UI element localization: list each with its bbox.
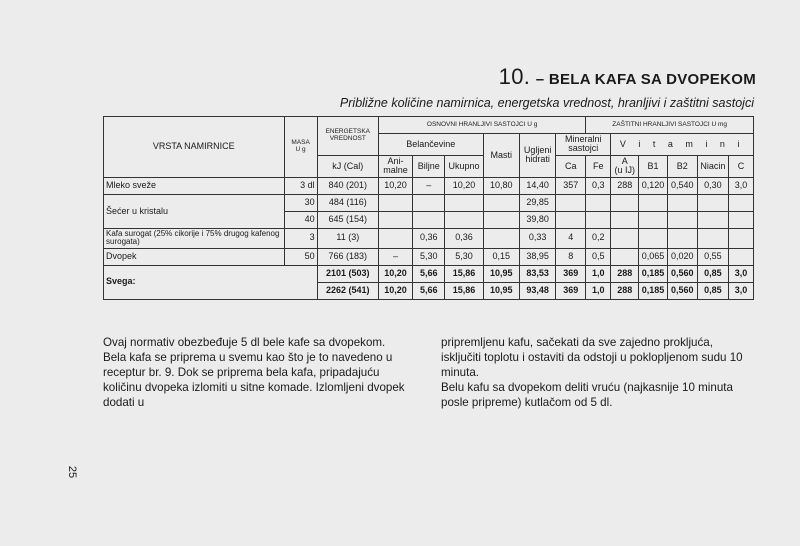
cell-total: 5,30	[445, 248, 483, 265]
page-number: 25	[66, 465, 79, 479]
instructions-left-column	[103, 335, 421, 410]
table-body	[104, 177, 754, 265]
cell-kj: 766 (183)	[317, 248, 378, 265]
cell-b2: 0,020	[667, 248, 697, 265]
total-kj: 2101 (503)	[317, 265, 378, 282]
total-animal: 10,20	[378, 265, 412, 282]
cell-niacin	[697, 211, 728, 228]
cell-b2	[667, 228, 697, 248]
cell-ca: 357	[556, 177, 586, 194]
paragraph: pripremljenu kafu, sačekati da sve zajedno prokljuća, isključiti toplotu i ostaviti da odstoji u poklopljenom sudu 10 minuta.	[441, 336, 743, 379]
header-mass: MASA U g	[284, 117, 317, 178]
cell-fe	[586, 194, 611, 211]
cell-plant	[413, 211, 445, 228]
cell-b2: 0,540	[667, 177, 697, 194]
header-basic-nutrients: OSNOVNI HRANLJIVI SASTOJCI U g	[378, 117, 585, 134]
cell-c	[728, 228, 753, 248]
header-protein: Belančevine	[378, 134, 483, 156]
cell-total	[445, 194, 483, 211]
cell-plant	[413, 194, 445, 211]
cell-a	[611, 248, 639, 265]
table-row	[104, 194, 754, 211]
cell-fe: 0,2	[586, 228, 611, 248]
cell-a	[611, 211, 639, 228]
nutrition-table	[103, 116, 754, 300]
cell-c: 3,0	[728, 177, 753, 194]
total-fat: 10,95	[483, 282, 519, 299]
cell-fat	[483, 194, 519, 211]
cell-fat: 0,15	[483, 248, 519, 265]
paragraph: Ovaj normativ obezbeđuje 5 dl bele kafe sa dvopekom.	[103, 336, 386, 349]
cell-plant: 0,36	[413, 228, 445, 248]
cell-kj: 484 (116)	[317, 194, 378, 211]
header-b1: B1	[639, 155, 668, 177]
total-niacin: 0,85	[697, 265, 728, 282]
cell-total	[445, 211, 483, 228]
cell-c	[728, 248, 753, 265]
cell-animal	[378, 211, 412, 228]
cell-mass: 3 dl	[284, 177, 317, 194]
total-plant: 5,66	[413, 282, 445, 299]
cell-ca: 4	[556, 228, 586, 248]
cell-fe: 0,5	[586, 248, 611, 265]
cell-animal: 10,20	[378, 177, 412, 194]
total-b2: 0,560	[667, 282, 697, 299]
header-energy: ENERGETSKA VREDNOST	[317, 117, 378, 156]
header-protective-nutrients: ZAŠTITNI HRANLJIVI SASTOJCI U mg	[586, 117, 754, 134]
total-carbs: 83,53	[519, 265, 555, 282]
cell-fat	[483, 211, 519, 228]
cell-animal	[378, 228, 412, 248]
cell-kj: 645 (154)	[317, 211, 378, 228]
cell-animal	[378, 194, 412, 211]
cell-plant: –	[413, 177, 445, 194]
cell-item: Mleko sveže	[104, 177, 285, 194]
header-vitamins: V i t a m i n i	[611, 134, 754, 156]
cell-b1	[639, 211, 668, 228]
cell-carbs: 14,40	[519, 177, 555, 194]
cell-plant: 5,30	[413, 248, 445, 265]
instructions-right-column	[441, 335, 756, 410]
header-vitamin-a: A (u IJ)	[611, 155, 639, 177]
cell-fat	[483, 228, 519, 248]
cell-mass: 3	[284, 228, 317, 248]
cell-b1	[639, 228, 668, 248]
header-fat: Masti	[483, 134, 519, 178]
total-total: 15,86	[445, 282, 483, 299]
total-fat: 10,95	[483, 265, 519, 282]
paragraph: Belu kafu sa dvopekom deliti vruću (najkasnije 10 minuta posle pripreme) kutlačom od 5 dl.	[441, 381, 733, 409]
cell-a	[611, 194, 639, 211]
cell-fe: 0,3	[586, 177, 611, 194]
recipe-name: – BELA KAFA SA DVOPEKOM	[535, 71, 756, 88]
cell-b1: 0,120	[639, 177, 668, 194]
table-row	[104, 248, 754, 265]
total-row	[104, 265, 754, 282]
cell-total-label: Svega:	[104, 265, 318, 299]
total-carbs: 93,48	[519, 282, 555, 299]
total-total: 15,86	[445, 265, 483, 282]
total-c: 3,0	[728, 265, 753, 282]
cell-animal: –	[378, 248, 412, 265]
cell-b2	[667, 194, 697, 211]
cell-ca	[556, 194, 586, 211]
cell-b2	[667, 211, 697, 228]
total-c: 3,0	[728, 282, 753, 299]
header-carbs: Ugljeni hidrati	[519, 134, 555, 178]
cell-niacin	[697, 194, 728, 211]
cell-mass: 30	[284, 194, 317, 211]
header-total: Ukupno	[445, 155, 483, 177]
cell-mass: 40	[284, 211, 317, 228]
total-b2: 0,560	[667, 265, 697, 282]
header-b2: B2	[667, 155, 697, 177]
cell-a: 288	[611, 177, 639, 194]
cell-c	[728, 211, 753, 228]
header-ca: Ca	[556, 155, 586, 177]
recipe-number: 10.	[498, 64, 531, 89]
table-row	[104, 177, 754, 194]
cell-niacin: 0,30	[697, 177, 728, 194]
recipe-title	[499, 64, 756, 90]
cell-item: Kafa surogat (25% cikorije i 75% drugog kafenog surogata)	[104, 228, 285, 248]
cell-a	[611, 228, 639, 248]
cell-kj: 840 (201)	[317, 177, 378, 194]
header-minerals: Mineralni sastojci	[556, 134, 611, 156]
header-vitamin-c: C	[728, 155, 753, 177]
header-item: VRSTA NAMIRNICE	[104, 117, 285, 178]
cell-niacin	[697, 228, 728, 248]
cell-c	[728, 194, 753, 211]
cell-ca	[556, 211, 586, 228]
paragraph: Bela kafa se priprema u svemu kao što je to navedeno u receptur br. 9. Dok se priprema bela kafa, pripadajuću količinu dvopeka izlomiti u sitne komade. Izlomljeni dvopek dodati u	[103, 351, 405, 409]
header-animal: Ani- malne	[378, 155, 412, 177]
total-animal: 10,20	[378, 282, 412, 299]
total-b1: 0,185	[639, 282, 668, 299]
cell-item: Šećer u kristalu	[104, 194, 285, 228]
cell-ca: 8	[556, 248, 586, 265]
cell-kj: 11 (3)	[317, 228, 378, 248]
cell-total: 10,20	[445, 177, 483, 194]
cell-item: Dvopek	[104, 248, 285, 265]
table-row	[104, 228, 754, 248]
total-plant: 5,66	[413, 265, 445, 282]
header-kj: kJ (Cal)	[317, 155, 378, 177]
cell-fat: 10,80	[483, 177, 519, 194]
total-fe: 1,0	[586, 282, 611, 299]
cell-carbs: 29,85	[519, 194, 555, 211]
total-ca: 369	[556, 282, 586, 299]
total-ca: 369	[556, 265, 586, 282]
cell-b1: 0,065	[639, 248, 668, 265]
cell-fe	[586, 211, 611, 228]
cell-mass: 50	[284, 248, 317, 265]
total-a: 288	[611, 282, 639, 299]
total-b1: 0,185	[639, 265, 668, 282]
total-fe: 1,0	[586, 265, 611, 282]
cell-b1	[639, 194, 668, 211]
total-niacin: 0,85	[697, 282, 728, 299]
total-a: 288	[611, 265, 639, 282]
table-totals	[104, 265, 754, 299]
cell-carbs: 0,33	[519, 228, 555, 248]
header-fe: Fe	[586, 155, 611, 177]
header-niacin: Niacin	[697, 155, 728, 177]
cell-carbs: 38,95	[519, 248, 555, 265]
cell-niacin: 0,55	[697, 248, 728, 265]
table-subtitle: Približne količine namirnica, energetska vrednost, hranljivi i zaštitni sastojci	[339, 96, 754, 110]
cell-carbs: 39,80	[519, 211, 555, 228]
header-plant: Biljne	[413, 155, 445, 177]
total-kj: 2262 (541)	[317, 282, 378, 299]
cell-total: 0,36	[445, 228, 483, 248]
